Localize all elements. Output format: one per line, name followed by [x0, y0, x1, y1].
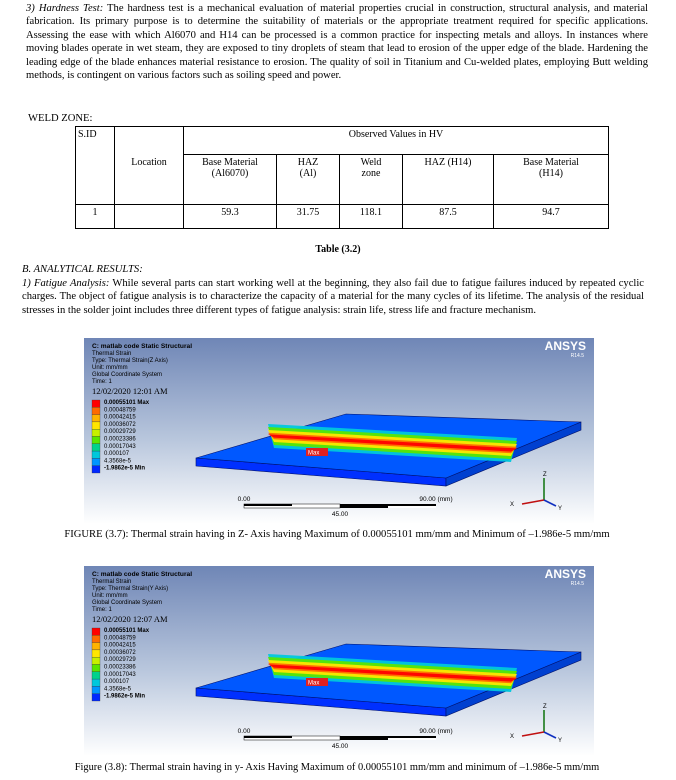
legend-label: 0.00042415 [104, 642, 136, 649]
table-caption: Table (3.2) [315, 244, 361, 255]
fatigue-number: 1) [22, 278, 31, 289]
hardness-paragraph [26, 2, 648, 82]
legend-swatch [92, 650, 100, 657]
svg-text:C: matlab code Static Structur: C: matlab code Static Structural [92, 343, 193, 350]
svg-text:Y: Y [558, 738, 563, 744]
legend-swatch [92, 458, 100, 465]
figure-3-8-caption: Figure (3.8): Thermal strain having in y- Axis Having Maximum of 0.00055101 mm/mm and minimum of –1.986e-5 mm/mm [74, 762, 600, 773]
svg-text:R14.5: R14.5 [570, 353, 584, 359]
svg-text:Z: Z [543, 704, 547, 710]
cell-haz-h14: 87.5 [403, 205, 494, 229]
header-sid: S.ID [76, 127, 115, 205]
legend-swatch [92, 694, 100, 701]
figure-y-axis-strain [84, 566, 594, 756]
header-base-al: Base Material (Al6070) [184, 155, 277, 205]
section-b-heading: B. ANALYTICAL RESULTS: [22, 264, 143, 275]
legend-swatch [92, 422, 100, 429]
result-date: 12/02/2020 12:01 AM [92, 386, 168, 396]
header-haz-h14: HAZ (H14) [403, 155, 494, 205]
svg-text:45.00: 45.00 [331, 743, 349, 750]
legend-label: 0.00023386 [104, 436, 136, 443]
legend-label: 0.000107 [104, 451, 130, 458]
svg-text:Thermal Strain: Thermal Strain [92, 351, 132, 357]
svg-text:0.00: 0.00 [237, 728, 251, 735]
legend-swatch [92, 665, 100, 672]
legend-label: 0.00029729 [104, 657, 136, 664]
legend-swatch [92, 437, 100, 444]
fatigue-title: Fatigue Analysis: [34, 278, 110, 289]
cell-haz-al: 31.75 [277, 205, 340, 229]
svg-text:Max: Max [308, 450, 320, 457]
legend-swatch [92, 679, 100, 686]
svg-text:C: matlab code Static Structur: C: matlab code Static Structural [92, 571, 193, 578]
legend-swatch [92, 407, 100, 414]
legend-swatch [92, 466, 100, 473]
svg-text:Time: 1: Time: 1 [92, 607, 112, 613]
svg-text:Y: Y [558, 506, 563, 512]
cell-weld: 118.1 [340, 205, 403, 229]
legend-swatch [92, 672, 100, 679]
svg-text:Global Coordinate System: Global Coordinate System [92, 600, 163, 606]
legend-swatch [92, 657, 100, 664]
legend-label: 0.000107 [104, 679, 130, 686]
legend-label: 0.00055101 Max [104, 400, 150, 406]
weld-zone-label: WELD ZONE: [28, 113, 93, 124]
svg-text:45.00: 45.00 [331, 511, 349, 518]
result-date: 12/02/2020 12:07 AM [92, 614, 168, 624]
svg-text:Unit: mm/mm: Unit: mm/mm [92, 365, 128, 371]
svg-text:90.00 (mm): 90.00 (mm) [419, 728, 453, 735]
svg-text:Type: Thermal Strain(Y Axis): Type: Thermal Strain(Y Axis) [92, 586, 169, 592]
cell-location [115, 205, 184, 229]
header-location-top [115, 127, 184, 155]
cell-base-al: 59.3 [184, 205, 277, 229]
legend-label: 0.00048759 [104, 635, 136, 642]
ansys-viewport [84, 566, 594, 756]
hardness-body: The hardness test is a mechanical evaluation of material properties crucial in construction, structural analysis, and material fabrication. Its primary purpose is to determine the suitability of materials or the appropriate treatment required for specific applications. Assessing the ease with which Al6070 and H14 can be processed is a common practice for inspecting metals and alloys. In instances where moving blades operate in wet steam, they are exposed to tiny droplets of steam that lead to erosion of the upper edge of the blade. Hardening the leading edge of the blade enhances material resistance to erosion. The quality of soil in Titanium and Cu-welded plates, employing Butt welding methods, is contingent on various factors such as soiling speed and power. [26, 3, 648, 82]
svg-text:Thermal Strain: Thermal Strain [92, 579, 132, 585]
header-weld-zone: Weld zone [340, 155, 403, 205]
legend-label: -1.9862e-5 Min [104, 465, 146, 472]
svg-text:Global Coordinate System: Global Coordinate System [92, 372, 163, 378]
legend-label: 0.00017043 [104, 671, 136, 678]
fatigue-paragraph [22, 277, 644, 317]
legend-label: 0.00029729 [104, 429, 136, 436]
svg-text:90.00 (mm): 90.00 (mm) [419, 496, 453, 503]
legend-swatch [92, 444, 100, 451]
ansys-viewport [84, 338, 594, 524]
fatigue-body: While several parts can start working well at the beginning, they also fail due to fatigue failures induced by repeated cyclic charges. The object of fatigue analysis is to characterize the capacity of a material for the many cycles of its lifetime. The analysis of the residual stresses in the solder joint includes three different types of fatigue analysis: strain life, stress life and fracture mechanism. [22, 278, 644, 316]
legend-swatch [92, 643, 100, 650]
legend-label: 0.00055101 Max [104, 628, 150, 634]
ansys-logo: ANSYS [544, 567, 586, 581]
legend-label: 0.00023386 [104, 664, 136, 671]
cell-base-h14: 94.7 [494, 205, 609, 229]
header-haz-al: HAZ (Al) [277, 155, 340, 205]
legend-swatch [92, 400, 100, 407]
hardness-table [75, 126, 609, 229]
legend-swatch [92, 628, 100, 635]
svg-text:X: X [510, 734, 515, 740]
legend-label: -1.9862e-5 Min [104, 693, 146, 700]
svg-text:R14.5: R14.5 [570, 581, 584, 587]
svg-text:Time: 1: Time: 1 [92, 379, 112, 385]
legend-swatch [92, 686, 100, 693]
legend-swatch [92, 429, 100, 436]
figure-3-7-caption: FIGURE (3.7): Thermal strain having in Z- Axis having Maximum of 0.00055101 mm/mm and Minimum of –1.986e-5 mm/mm [64, 529, 610, 540]
svg-text:Unit: mm/mm: Unit: mm/mm [92, 593, 128, 599]
header-base-h14: Base Material (H14) [494, 155, 609, 205]
legend-swatch [92, 415, 100, 422]
header-observed: Observed Values in HV [184, 127, 609, 155]
ansys-logo: ANSYS [544, 339, 586, 353]
legend-swatch [92, 451, 100, 458]
figure-z-axis-strain [84, 338, 594, 524]
legend-label: 0.00036072 [104, 421, 136, 428]
hardness-number: 3) [26, 3, 35, 14]
legend-label: 0.00017043 [104, 443, 136, 450]
legend-label: 0.00042415 [104, 414, 136, 421]
hardness-title: Hardness Test: [38, 3, 104, 14]
svg-text:Type: Thermal Strain(Z Axis): Type: Thermal Strain(Z Axis) [92, 358, 168, 364]
legend-swatch [92, 635, 100, 642]
legend-label: 4.3568e-5 [104, 458, 132, 465]
cell-sid: 1 [76, 205, 115, 229]
svg-text:Z: Z [543, 472, 547, 478]
legend-label: 0.00036072 [104, 649, 136, 656]
svg-text:X: X [510, 502, 515, 508]
svg-text:Max: Max [308, 680, 320, 687]
header-location: Location [115, 155, 184, 205]
legend-label: 0.00048759 [104, 407, 136, 414]
svg-text:0.00: 0.00 [237, 496, 251, 503]
legend-label: 4.3568e-5 [104, 686, 132, 693]
